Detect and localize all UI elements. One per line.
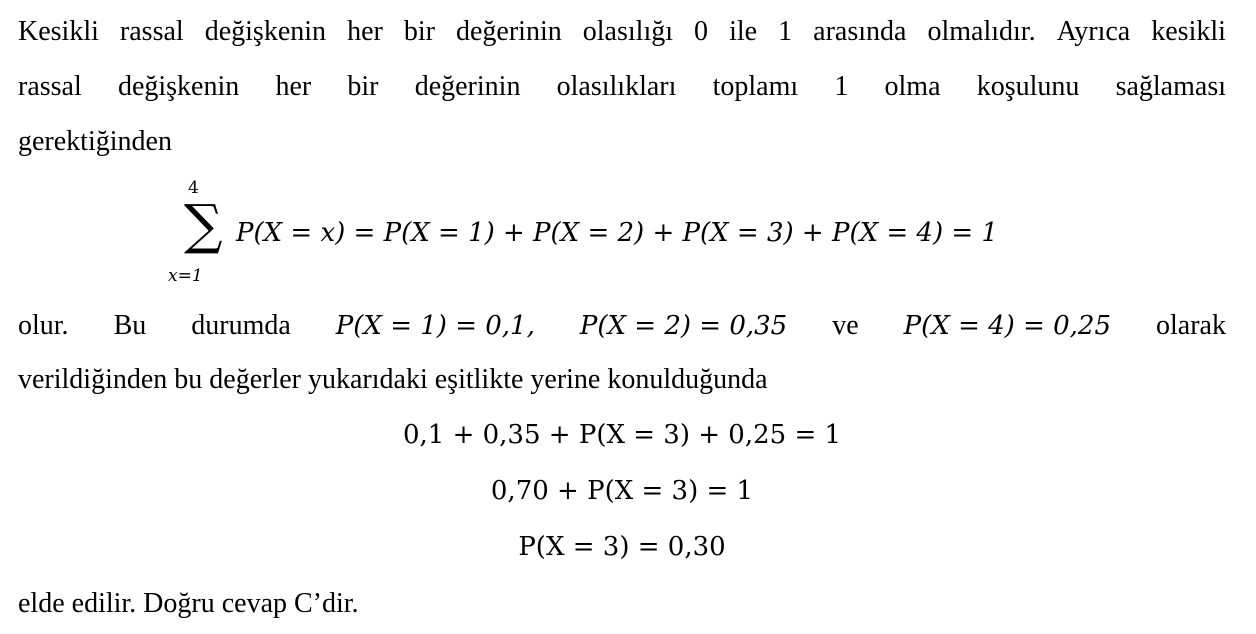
word: Kesikli bbox=[18, 16, 99, 47]
word: ve bbox=[832, 310, 859, 341]
paragraph-2-line-2: verildiğinden bu değerler yukarıdaki eşitlikte yerine konulduğunda bbox=[18, 364, 768, 395]
conclusion-text: elde edilir. Doğru cevap C’dir. bbox=[18, 588, 359, 619]
word: olur. bbox=[18, 310, 69, 341]
summation-lower-limit: x=1 bbox=[168, 266, 203, 286]
word: değerinin bbox=[414, 71, 521, 102]
word: değişkenin bbox=[204, 16, 327, 47]
word: olma bbox=[884, 71, 941, 102]
word: olasılıkları bbox=[556, 71, 677, 102]
equation-line-3: P(X = 3) = 0,30 bbox=[518, 532, 726, 562]
summation-operator bbox=[166, 172, 246, 292]
equation-line-1: 0,1 + 0,35 + P(X = 3) + 0,25 = 1 bbox=[402, 420, 842, 450]
equation-line-2: 0,70 + P(X = 3) = 1 bbox=[490, 476, 754, 506]
word: kesikli bbox=[1151, 16, 1226, 47]
word: değerinin bbox=[456, 16, 562, 47]
word: arasında bbox=[813, 16, 907, 47]
word: her bbox=[347, 16, 383, 47]
paragraph-1-line-2 bbox=[18, 73, 1226, 101]
sigma-symbol: ∑ bbox=[184, 193, 223, 256]
word: bir bbox=[347, 71, 379, 102]
given-probability-4: P(X = 4) = 0,25 bbox=[903, 311, 1112, 341]
paragraph-1-line-1 bbox=[18, 18, 1226, 46]
word: sağlaması bbox=[1115, 71, 1226, 102]
word: rassal bbox=[18, 71, 82, 102]
word: koşulunu bbox=[976, 71, 1080, 102]
word: her bbox=[275, 71, 312, 102]
word: ile bbox=[729, 16, 758, 47]
word: olarak bbox=[1156, 310, 1226, 341]
word: 1 bbox=[834, 71, 849, 102]
word: olasılığı bbox=[582, 16, 674, 47]
given-probability-2: P(X = 2) = 0,35 bbox=[579, 311, 788, 341]
solution-page bbox=[18, 0, 1226, 634]
word: 0 bbox=[694, 16, 709, 47]
word: 1 bbox=[778, 16, 793, 47]
paragraph-1-line-3: gerektiğinden bbox=[18, 126, 172, 157]
word: bir bbox=[403, 16, 435, 47]
summation-expression: P(X = x) = P(X = 1) + P(X = 2) + P(X = 3) + P(X = 4) = 1 bbox=[236, 218, 998, 248]
given-probability-1: P(X = 1) = 0,1, bbox=[335, 311, 535, 341]
word: toplamı bbox=[712, 71, 799, 102]
word: değişkenin bbox=[117, 71, 240, 102]
word: durumda bbox=[191, 310, 291, 341]
paragraph-2-line-1 bbox=[18, 310, 1226, 342]
word: rassal bbox=[119, 16, 184, 47]
word: Bu bbox=[113, 310, 147, 341]
summation-upper-limit: 4 bbox=[188, 178, 199, 198]
word: Ayrıca bbox=[1056, 16, 1131, 47]
word: olmalıdır. bbox=[927, 16, 1036, 47]
